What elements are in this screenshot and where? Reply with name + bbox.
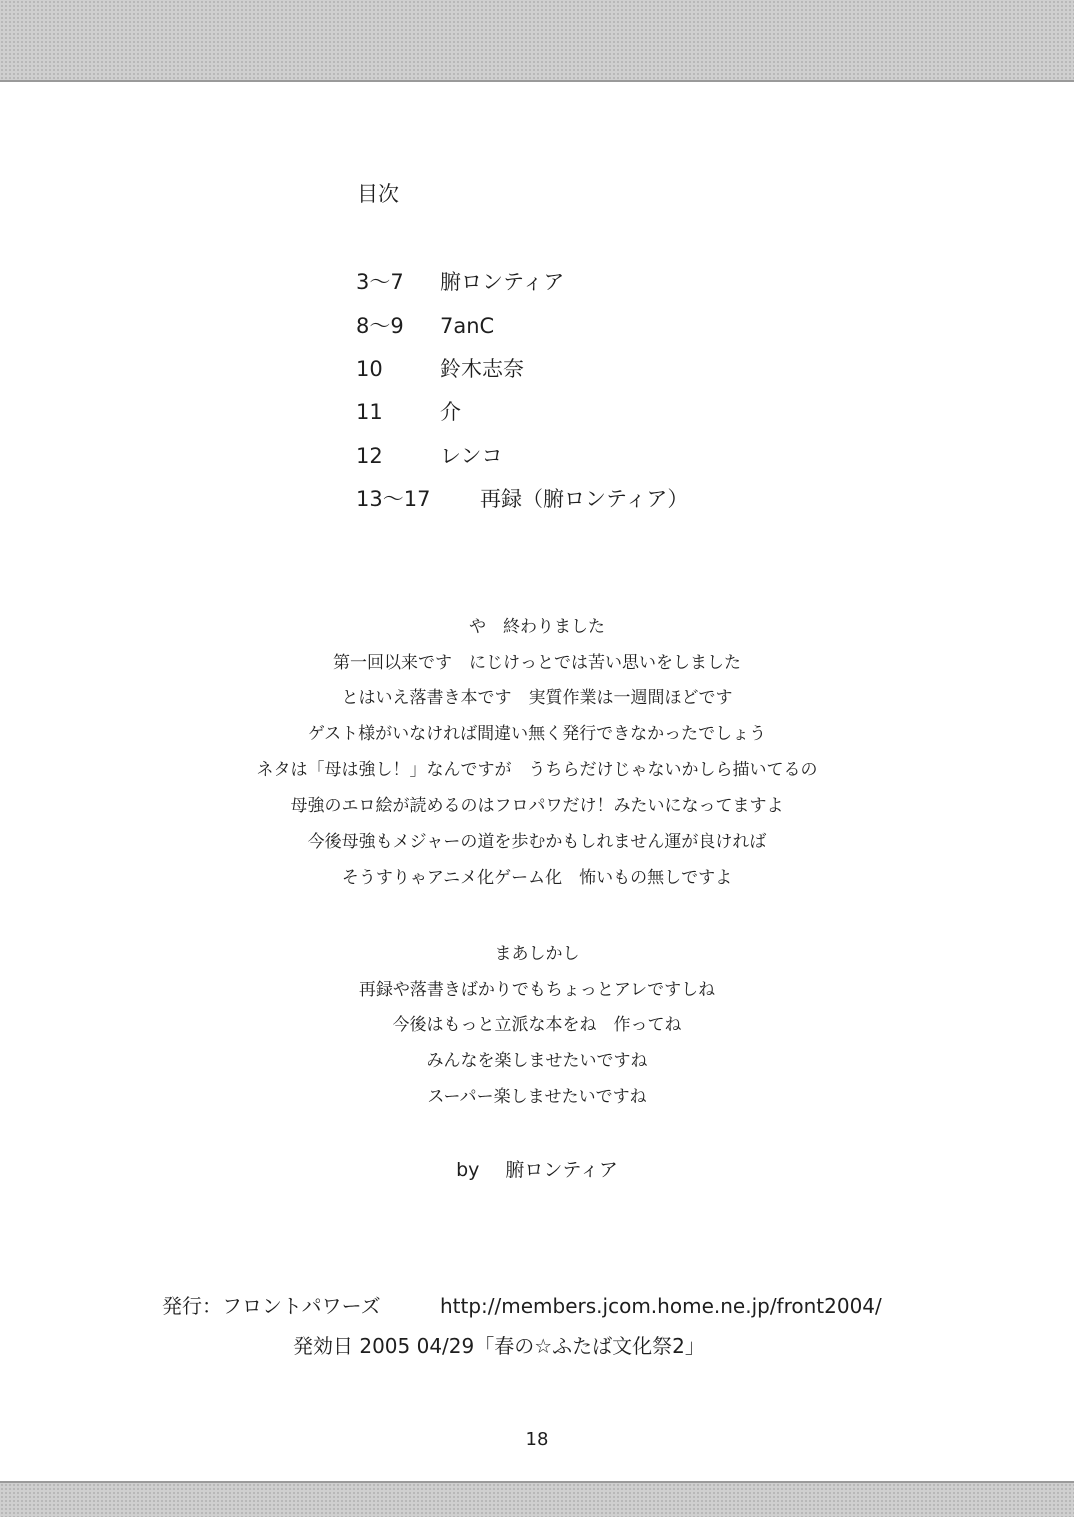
afterword-line: ゲスト様がいなければ間違い無く発行できなかったでしょう [307, 724, 767, 744]
afterword-line: や 終わりました [469, 617, 605, 637]
afterword-line: 母強のエロ絵が読めるのはフロパワだけ！みたいになってますよ [290, 796, 784, 816]
toc-entry-author: 鈴木志奈 [440, 357, 524, 381]
toc-entry-pages: 3〜7 [356, 270, 404, 294]
afterword-line: まあしかし [494, 944, 580, 964]
top-border-band [0, 0, 1074, 80]
afterword-line: 今後はもっと立派な本をね 作ってね [392, 1015, 682, 1035]
toc-entry-pages: 8〜9 [356, 314, 404, 338]
afterword-line: 今後母強もメジャーの道を歩むかもしれません運が良ければ [307, 832, 767, 852]
toc-entry-pages: 11 [356, 400, 383, 424]
page-number: 18 [525, 1429, 549, 1450]
bottom-border-band [0, 1483, 1074, 1517]
afterword-line: そうすりゃアニメ化ゲーム化 怖いもの無しですよ [341, 868, 733, 888]
toc-title: 目次 [357, 182, 399, 206]
afterword-line: とはいえ落書き本です 実質作業は一週間ほどです [341, 688, 733, 708]
afterword-line: ネタは「母は強し！」なんですが うちらだけじゃないかしら描いてるの [256, 760, 818, 780]
afterword-signature [0, 1157, 1074, 1183]
toc-entry-author: 腑ロンティア [440, 270, 565, 294]
signature-by: by [456, 1159, 480, 1181]
afterword-line: スーパー楽しませたいですね [427, 1087, 647, 1107]
toc-entry-pages: 13〜17 [356, 487, 431, 511]
signature-name: 腑ロンティア [505, 1159, 618, 1181]
top-divider [0, 80, 1074, 82]
issue-date: 発効日 2005 04/29「春の☆ふたば文化祭2」 [293, 1334, 705, 1358]
toc-entry-author: 介 [440, 400, 461, 424]
publisher: 発行：フロントパワーズ [162, 1294, 381, 1318]
publisher-url: http://members.jcom.home.ne.jp/front2004/ [440, 1294, 882, 1318]
afterword-line: みんなを楽しませたいですね [426, 1051, 648, 1071]
afterword-line: 再録や落書きばかりでもちょっとアレですしね [358, 980, 716, 1000]
toc-entry-author: 再録（腑ロンティア） [480, 487, 689, 511]
toc-entry-pages: 12 [356, 444, 383, 468]
toc-entry-pages: 10 [356, 357, 383, 381]
toc-entry-author: 7anC [440, 314, 495, 338]
afterword-line: 第一回以来です にじけっとでは苦い思いをしました [333, 653, 741, 673]
toc-entry-author: レンコ [440, 444, 503, 468]
